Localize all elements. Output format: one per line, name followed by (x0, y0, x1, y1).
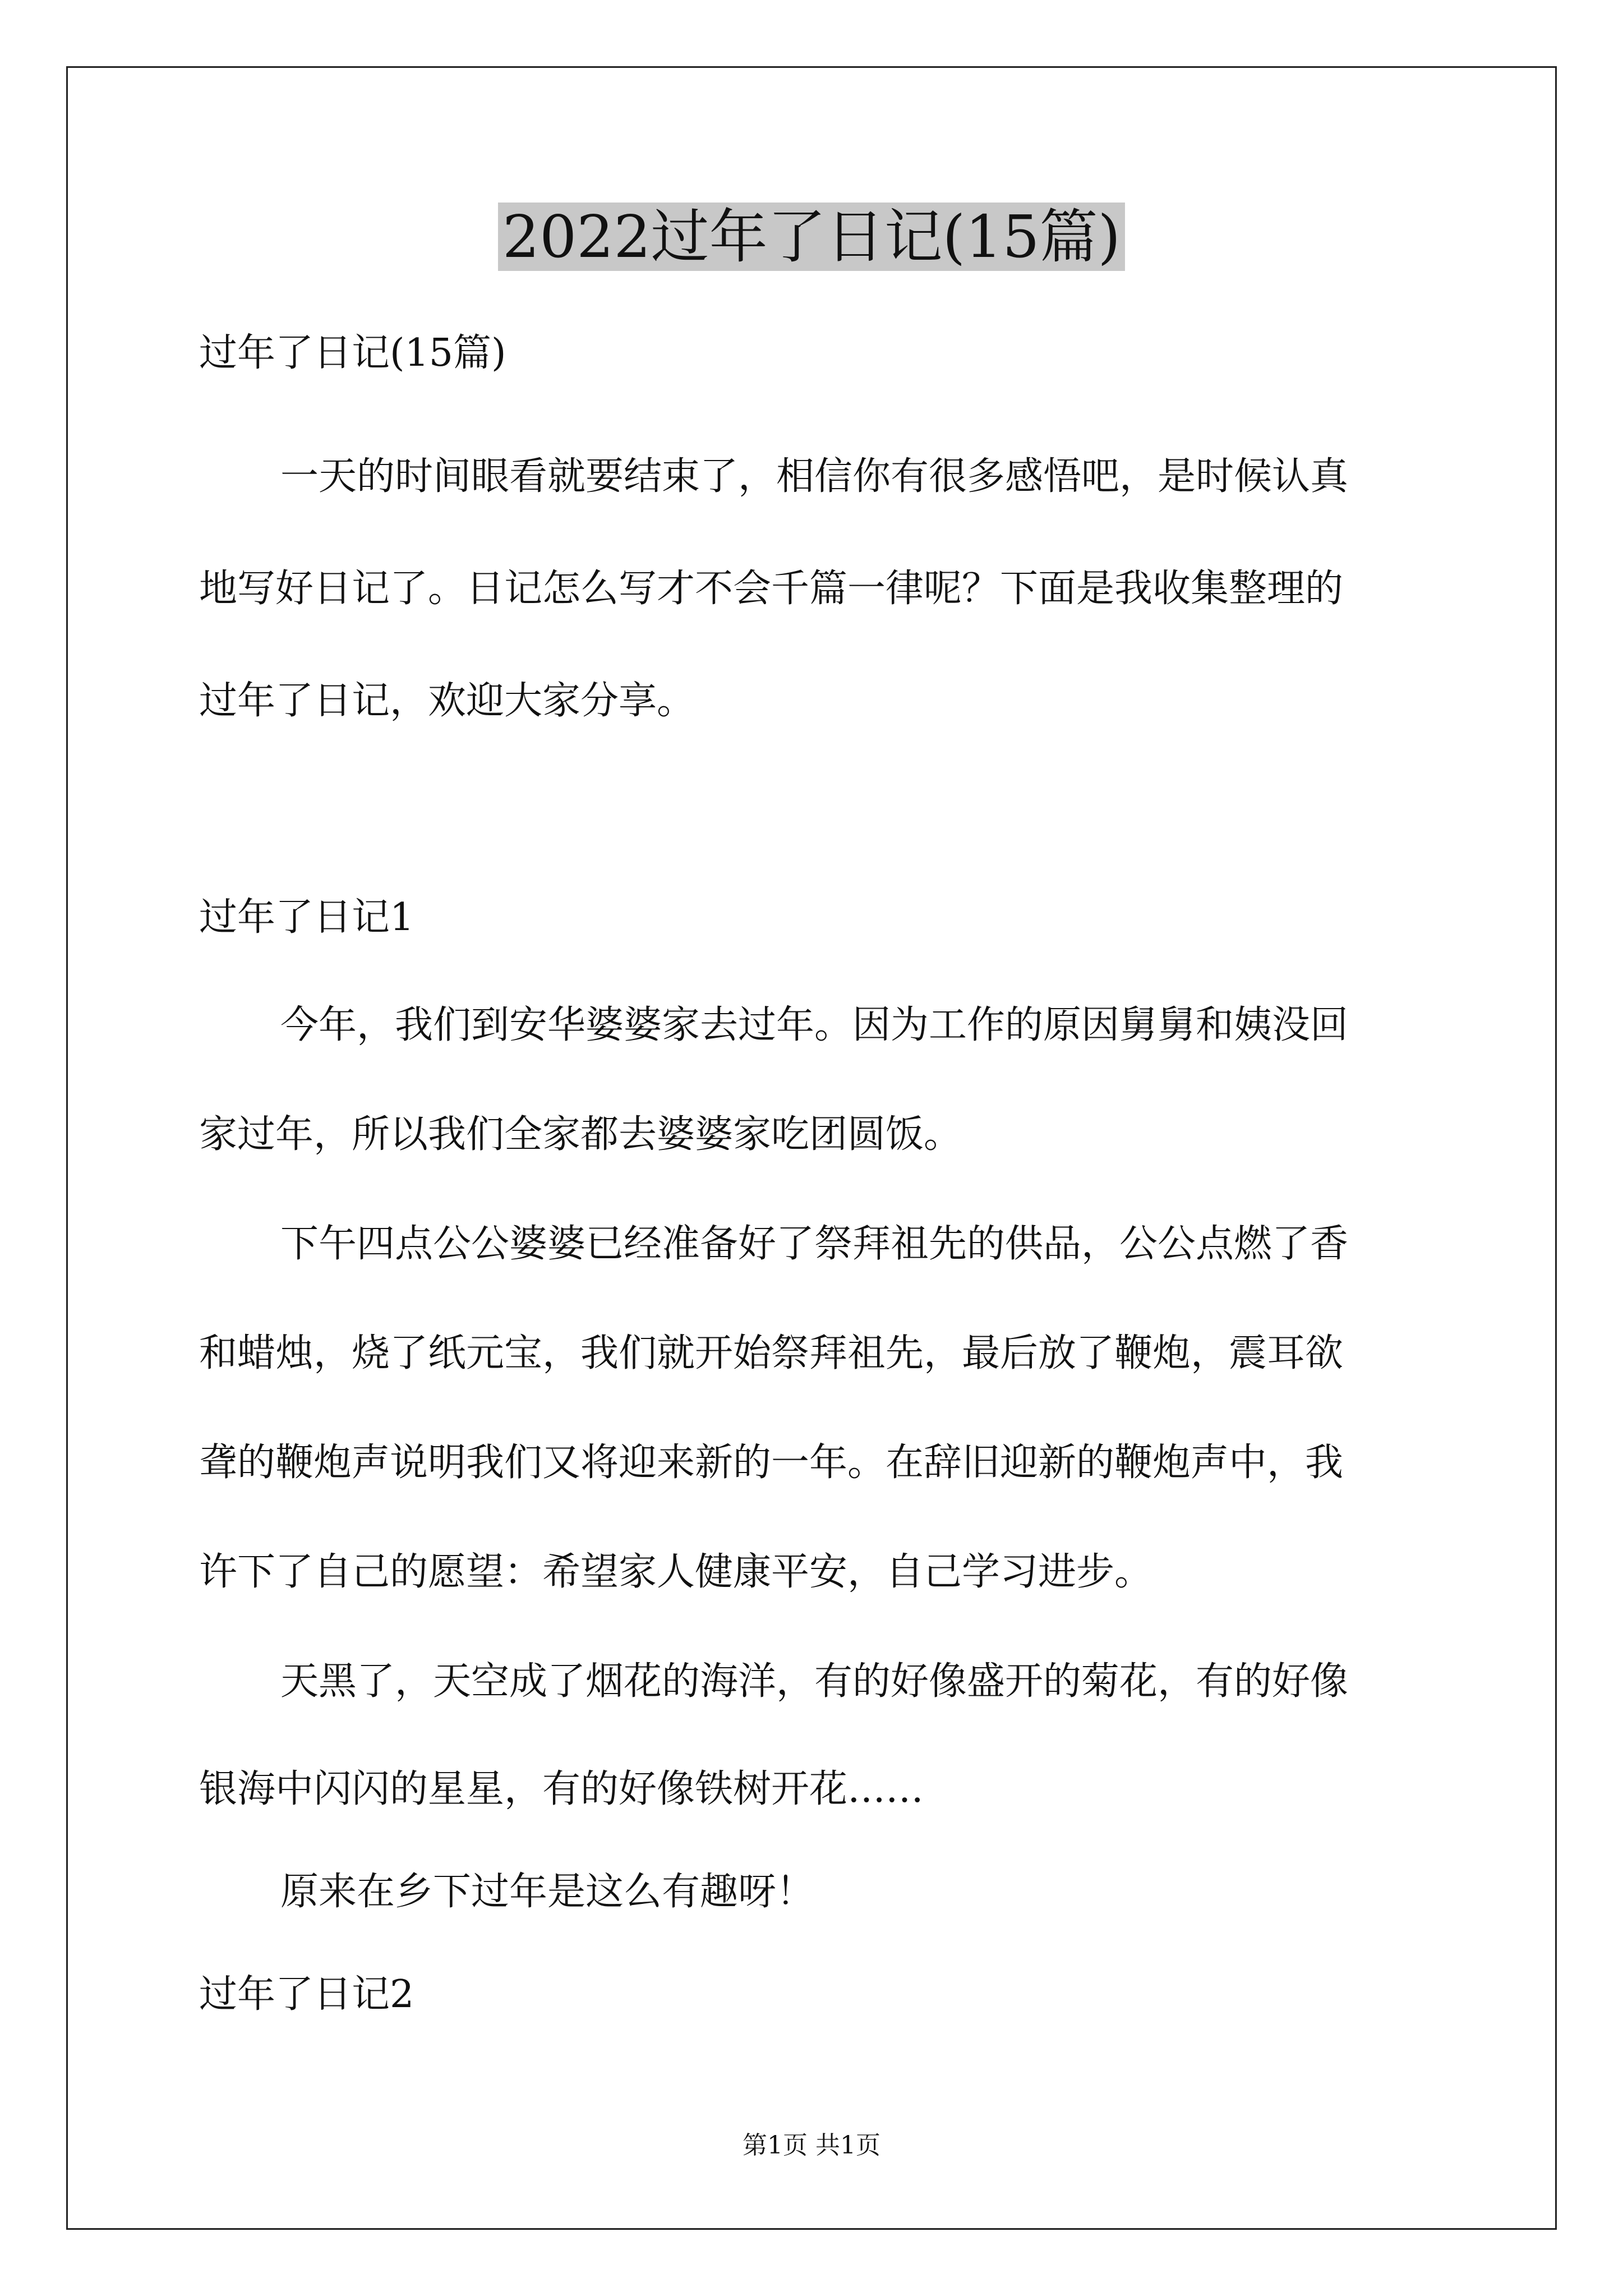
intro-line: 一天的时间眼看就要结束了，相信你有很多感悟吧，是时候认真 (280, 454, 1349, 499)
paragraph-line: 家过年，所以我们全家都去婆婆家吃团圆饭。 (199, 1112, 962, 1157)
paragraph-line: 许下了自己的愿望：希望家人健康平安，自己学习进步。 (199, 1550, 1153, 1594)
paragraph-line: 天黑了，天空成了烟花的海洋，有的好像盛开的菊花，有的好像 (280, 1659, 1349, 1704)
section-heading-1: 过年了日记1 (199, 895, 414, 940)
paragraph-line: 原来在乡下过年是这么有趣呀！ (280, 1870, 815, 1914)
paragraph-line: 下午四点公公婆婆已经准备好了祭拜祖先的供品，公公点燃了香 (280, 1222, 1349, 1266)
document-subtitle: 过年了日记(15篇) (199, 331, 506, 375)
page-footer: 第1页 共1页 (743, 2131, 880, 2160)
intro-line: 地写好日记了。日记怎么写才不会千篇一律呢？下面是我收集整理的 (199, 567, 1344, 611)
paragraph-line: 银海中闪闪的星星，有的好像铁树开花…… (199, 1767, 924, 1811)
document-title-text: 2022过年了日记(15篇) (498, 203, 1125, 271)
section-heading-2: 过年了日记2 (199, 1972, 414, 2017)
document-title (0, 197, 1623, 276)
intro-line: 过年了日记，欢迎大家分享。 (199, 679, 695, 723)
paragraph-line: 和蜡烛，烧了纸元宝，我们就开始祭拜祖先，最后放了鞭炮，震耳欲 (199, 1331, 1344, 1375)
paragraph-line: 今年，我们到安华婆婆家去过年。因为工作的原因舅舅和姨没回 (280, 1003, 1349, 1047)
paragraph-line: 聋的鞭炮声说明我们又将迎来新的一年。在辞旧迎新的鞭炮声中，我 (199, 1441, 1344, 1485)
